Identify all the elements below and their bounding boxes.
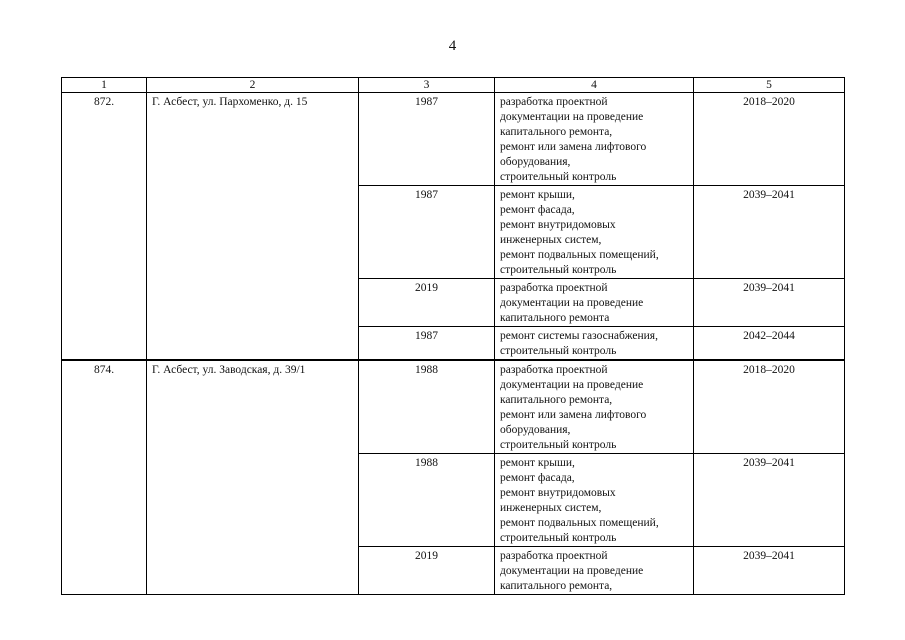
period-cell: 2018–2020: [694, 361, 845, 454]
year-cell: 1987: [359, 93, 495, 186]
entry-address: Г. Асбест, ул. Пархоменко, д. 15: [147, 93, 359, 360]
period-cell: 2042–2044: [694, 327, 845, 360]
work-line: инженерных систем,: [500, 234, 602, 246]
period-cell: 2018–2020: [694, 93, 845, 186]
header-col-4: 4: [495, 78, 694, 93]
header-col-3: 3: [359, 78, 495, 93]
work-line: капитального ремонта,: [500, 394, 613, 406]
year-cell: 1987: [359, 186, 495, 279]
work-line: разработка проектной: [500, 550, 608, 562]
work-line: оборудования,: [500, 424, 571, 436]
year-cell: 1988: [359, 454, 495, 547]
work-line: ремонт или замена лифтового: [500, 141, 647, 153]
work-line: ремонт фасада,: [500, 472, 575, 484]
work-line: строительный контроль: [500, 439, 617, 451]
work-line: строительный контроль: [500, 264, 617, 276]
work-line: капитального ремонта,: [500, 580, 613, 592]
work-line: ремонт подвальных помещений,: [500, 249, 659, 261]
work-line: ремонт внутридомовых: [500, 487, 616, 499]
work-cell: [495, 93, 694, 186]
work-line: ремонт фасада,: [500, 204, 575, 216]
header-row: [62, 78, 845, 93]
year-cell: 2019: [359, 547, 495, 595]
work-line: ремонт подвальных помещений,: [500, 517, 659, 529]
work-line: строительный контроль: [500, 345, 617, 357]
period-cell: 2039–2041: [694, 547, 845, 595]
work-line: ремонт внутридомовых: [500, 219, 616, 231]
work-cell: [495, 454, 694, 547]
work-line: ремонт крыши,: [500, 189, 575, 201]
work-line: документации на проведение: [500, 565, 644, 577]
work-line: документации на проведение: [500, 379, 644, 391]
work-cell: [495, 547, 694, 595]
table-row: [62, 361, 845, 454]
work-line: документации на проведение: [500, 111, 644, 123]
work-line: разработка проектной: [500, 96, 608, 108]
repair-schedule-table-1: [61, 77, 845, 360]
work-line: разработка проектной: [500, 282, 608, 294]
work-line: разработка проектной: [500, 364, 608, 376]
period-cell: 2039–2041: [694, 186, 845, 279]
work-cell: [495, 186, 694, 279]
work-cell: [495, 361, 694, 454]
entry-address: Г. Асбест, ул. Заводская, д. 39/1: [147, 361, 359, 595]
work-line: ремонт или замена лифтового: [500, 409, 647, 421]
work-line: ремонт крыши,: [500, 457, 575, 469]
work-cell: [495, 327, 694, 360]
period-cell: 2039–2041: [694, 279, 845, 327]
work-line: строительный контроль: [500, 532, 617, 544]
table-row: [62, 93, 845, 186]
entry-number: 872.: [62, 93, 147, 360]
entry-number: 874.: [62, 361, 147, 595]
year-cell: 1987: [359, 327, 495, 360]
work-line: строительный контроль: [500, 171, 617, 183]
work-line: капитального ремонта: [500, 312, 610, 324]
period-cell: 2039–2041: [694, 454, 845, 547]
year-cell: 2019: [359, 279, 495, 327]
header-col-2: 2: [147, 78, 359, 93]
work-cell: [495, 279, 694, 327]
year-cell: 1988: [359, 361, 495, 454]
repair-schedule-table-2: [61, 360, 845, 595]
page-number: 4: [448, 38, 457, 54]
header-col-1: 1: [62, 78, 147, 93]
work-line: оборудования,: [500, 156, 571, 168]
header-col-5: 5: [694, 78, 845, 93]
work-line: капитального ремонта,: [500, 126, 613, 138]
work-line: ремонт системы газоснабжения,: [500, 330, 658, 342]
work-line: документации на проведение: [500, 297, 644, 309]
work-line: инженерных систем,: [500, 502, 602, 514]
